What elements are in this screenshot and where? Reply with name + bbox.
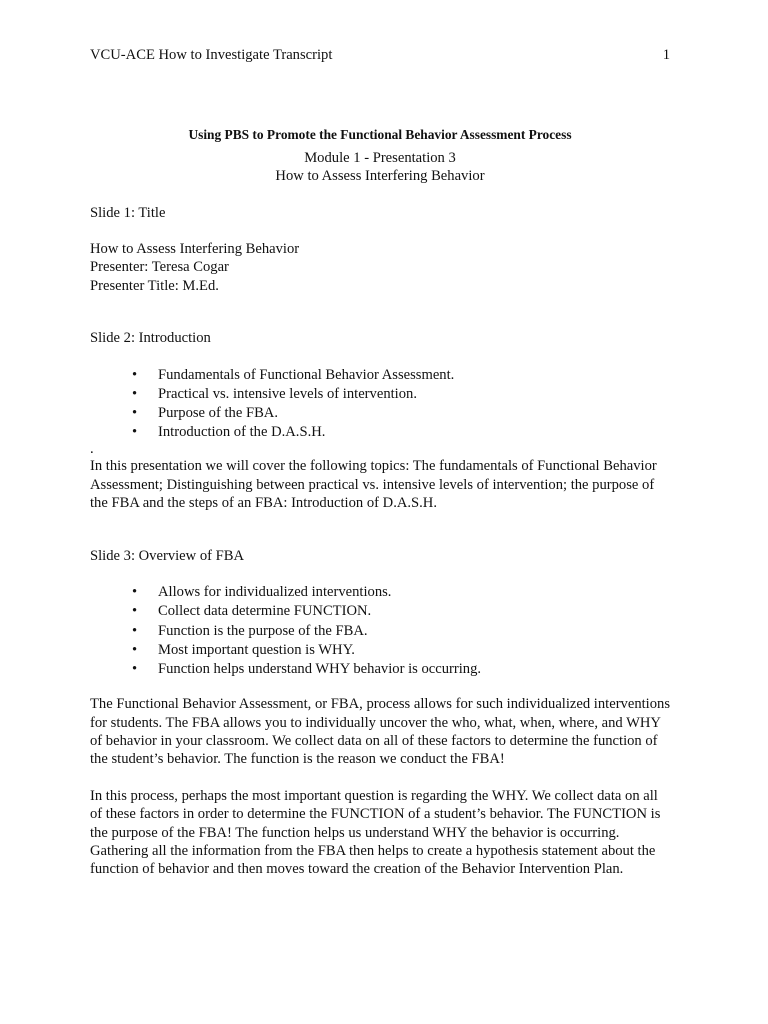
bullet-icon: • [132,660,138,677]
page-header [90,46,670,64]
list-item: • Allows for individualized interventions. [132,583,670,602]
slide-2-bullet-list [90,366,670,443]
list-item: • Introduction of the D.A.S.H. [132,423,670,442]
slide-2-paragraph: In this presentation we will cover the following topics: The fundamentals of Functional Behavior Assessment; Distinguishing between practical vs. intensive levels of intervention; the purpose of the FBA and the steps of an FBA: Introduction of D.A.S.H. [90,458,657,512]
list-item: • Most important question is WHY. [132,641,670,660]
bullet-icon: • [132,603,138,620]
slide-3-heading: Slide 3: Overview of FBA [90,547,245,564]
slide-1-details [90,240,670,295]
module-label: Module 1 - Presentation 3 [304,149,456,166]
list-item: • Function is the purpose of the FBA. [132,622,670,641]
slide-2-heading: Slide 2: Introduction [90,330,211,347]
bullet-icon: • [132,622,138,639]
stray-period: . [90,441,94,458]
bullet-icon: • [132,385,138,402]
slide-3-paragraph-1: The Functional Behavior Assessment, or FBA, process allows for such individualized interventions for students. The FBA allows you to individually uncover the who, what, when, where, and WHY of behavior in your classroom. We collect data on all of these factors to determine the function of the student’s behavior. The function is the reason we conduct the FBA! [90,696,671,768]
bullet-icon: • [132,366,138,383]
page-number: 1 [662,47,670,63]
list-item: • Function helps understand WHY behavior is occurring. [132,660,670,679]
bullet-icon: • [132,424,138,441]
slide-1-line: Presenter: Teresa Cogar [90,259,229,276]
title-block [90,126,670,185]
slide-3-paragraph-2: In this process, perhaps the most important question is regarding the WHY. We collect data on all of these factors in order to determine the FUNCTION of a student’s behavior. The FUNCTION is the purpose of the FBA! The function helps us understand WHY the behavior is occurring. Gathering all the information from the FBA then helps to create a hypothesis statement about the function of behavior and then moves toward the creation of the Behavior Intervention Plan. [90,787,661,878]
list-item: • Purpose of the FBA. [132,404,670,423]
bullet-icon: • [132,641,138,658]
slide-1-heading: Slide 1: Title [90,204,166,221]
list-item: • Practical vs. intensive levels of intervention. [132,385,670,404]
document-title: Using PBS to Promote the Functional Behavior Assessment Process [188,127,572,143]
slide-1-line: Presenter Title: M.Ed. [90,277,219,294]
list-item: • Collect data determine FUNCTION. [132,602,670,621]
presentation-title: How to Assess Interfering Behavior [275,168,485,185]
bullet-icon: • [132,405,138,422]
slide-3-bullet-list [90,583,670,679]
slide-1-line: How to Assess Interfering Behavior [90,241,300,258]
bullet-icon: • [132,584,138,601]
running-title: VCU-ACE How to Investigate Transcript [90,47,333,63]
list-item: • Fundamentals of Functional Behavior Assessment. [132,366,670,385]
document-page [90,46,670,879]
